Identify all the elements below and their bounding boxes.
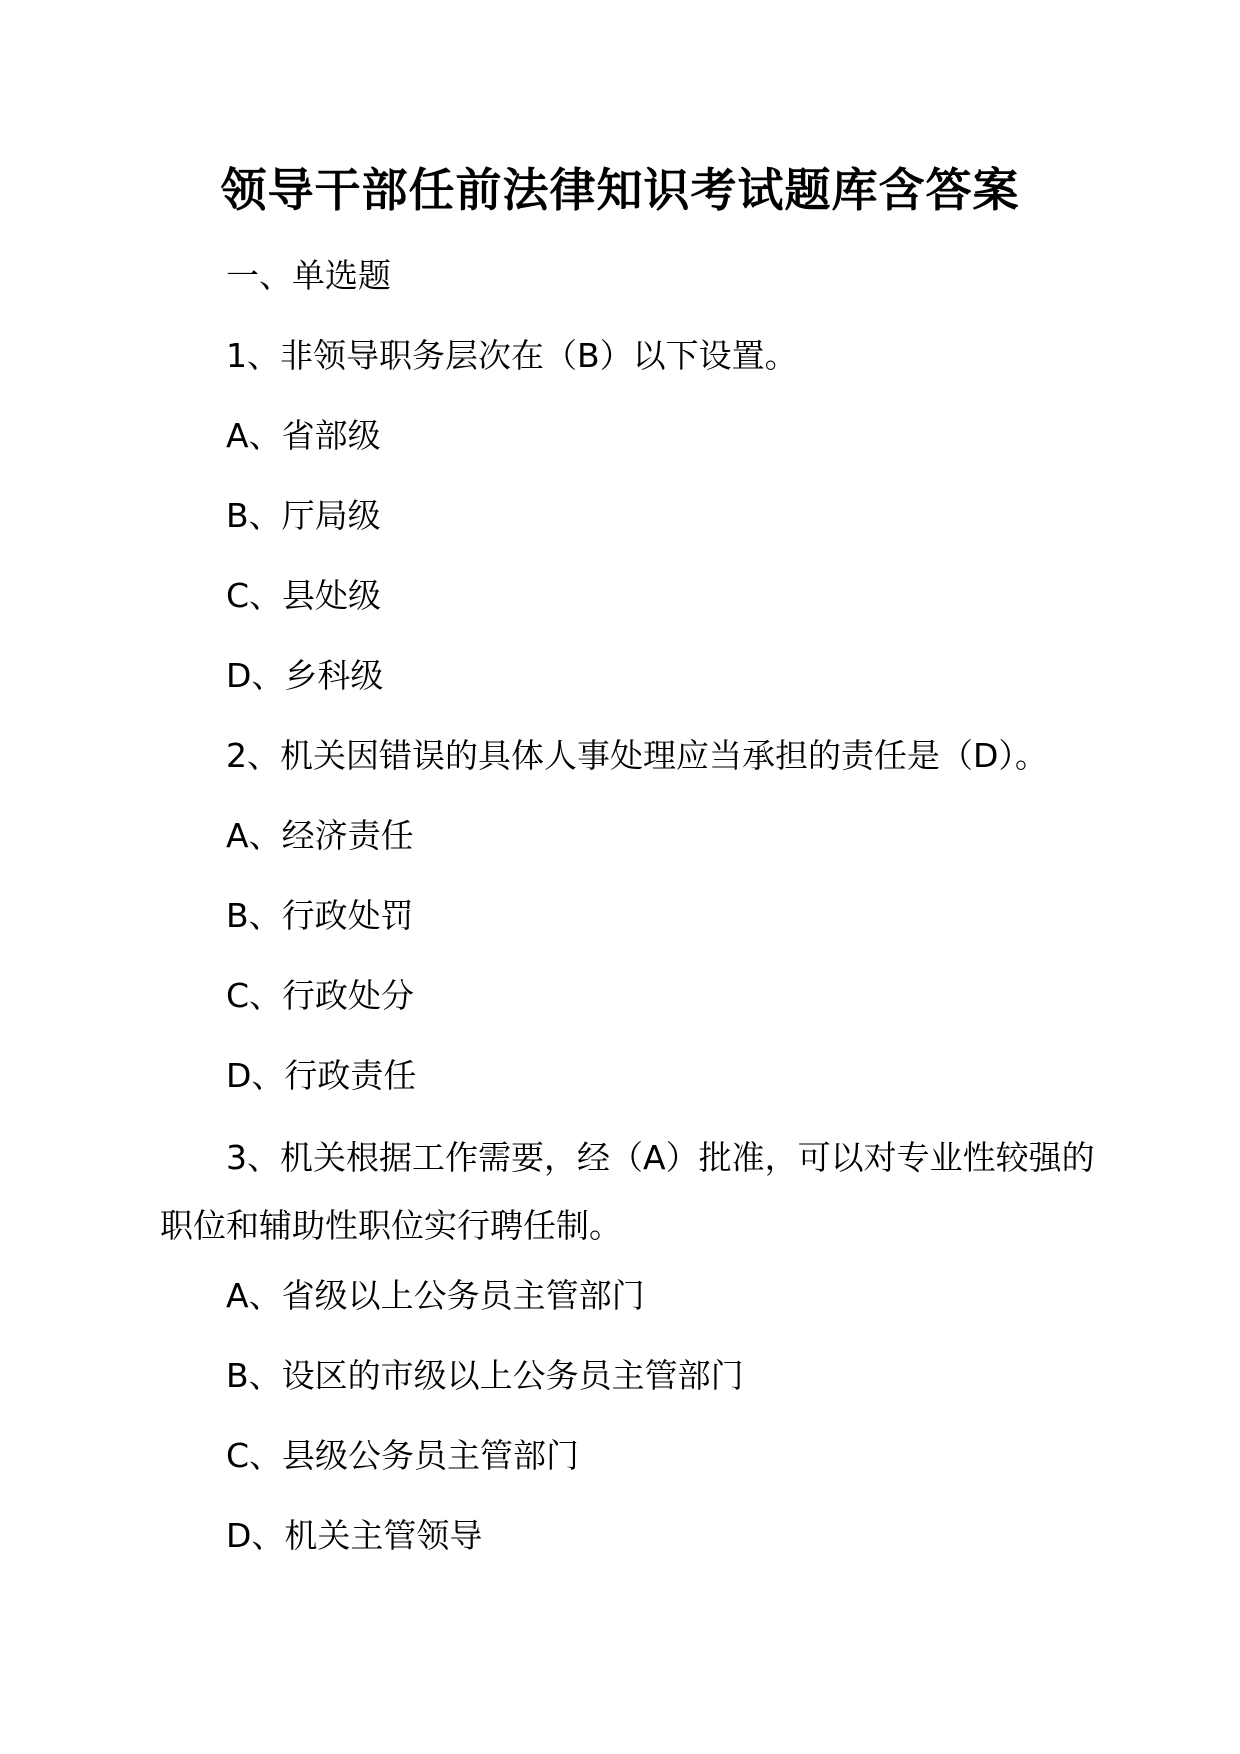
question-1-option-b: B、厅局级: [226, 496, 381, 535]
question-2-option-a: A、经济责任: [226, 816, 414, 855]
document-title: 领导干部任前法律知识考试题库含答案: [220, 163, 1020, 217]
question-3-option-b: B、设区的市级以上公务员主管部门: [226, 1356, 744, 1395]
question-3-option-d: D、机关主管领导: [226, 1516, 483, 1555]
question-2-option-d: D、行政责任: [226, 1056, 417, 1095]
question-1-option-c: C、县处级: [226, 576, 382, 615]
question-1-option-a: A、省部级: [226, 416, 381, 455]
question-3-option-a: A、省级以上公务员主管部门: [226, 1276, 645, 1315]
section-heading: 一、单选题: [226, 256, 391, 295]
question-2-stem: 2、机关因错误的具体人事处理应当承担的责任是（D）。: [226, 736, 1048, 775]
question-1-option-d: D、乡科级: [226, 656, 384, 695]
question-1-stem: 1、非领导职务层次在（B）以下设置。: [226, 336, 798, 375]
question-2-option-c: C、行政处分: [226, 976, 415, 1015]
question-3-stem: 3、机关根据工作需要，经（A）批准，可以对专业性较强的职位和辅助性职位实行聘任制。: [160, 1138, 1095, 1245]
question-2-option-b: B、行政处罚: [226, 896, 414, 935]
question-3-option-c: C、县级公务员主管部门: [226, 1436, 580, 1475]
